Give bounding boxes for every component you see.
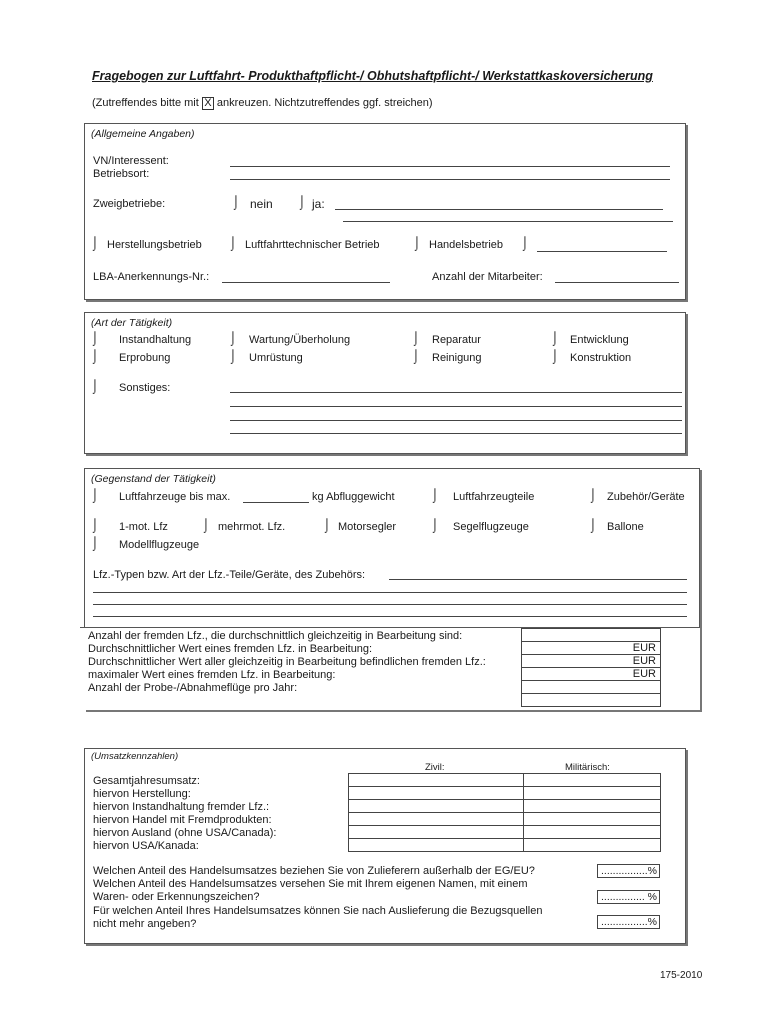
section-title: (Allgemeine Angaben): [91, 128, 195, 140]
checkbox-handel[interactable]: ⌡: [413, 235, 421, 250]
pct-field-2[interactable]: ............... %: [597, 890, 660, 904]
werte-row-1: Anzahl der fremden Lfz., die durchschnittlich gleichzeitig in Bearbeitung sind:: [88, 630, 463, 642]
checkbox-zubehoer[interactable]: ⌡: [589, 487, 597, 502]
question-1: Welchen Anteil des Handelsumsatzes beziehen Sie von Zulieferern außerhalb der EG/EU?: [93, 865, 535, 877]
militaer-cell-2[interactable]: [523, 786, 661, 800]
page-title: Fragebogen zur Luftfahrt- Produkthaftpflicht-/ Obhutshaftpflicht-/ Werkstattkaskoversicherung: [92, 69, 653, 83]
sonstiges-line-2[interactable]: [230, 406, 682, 407]
ja-input-line-2[interactable]: [343, 221, 673, 222]
checkbox-motorsegler[interactable]: ⌡: [323, 517, 331, 532]
ballone-label: Ballone: [607, 521, 644, 533]
checkbox-luftfahrttechnisch[interactable]: ⌡: [229, 235, 237, 250]
umsatz-row-1: Gesamtjahresumsatz:: [93, 775, 200, 787]
zivil-cell-3[interactable]: [348, 799, 524, 813]
option-konstruktion: Konstruktion: [570, 352, 632, 364]
betriebsort-label: Betriebsort:: [93, 168, 150, 180]
werte-cell-5[interactable]: [521, 680, 661, 694]
militaerisch-header: Militärisch:: [565, 762, 610, 773]
sonstiges-line-3[interactable]: [230, 420, 682, 421]
umsatz-row-4: hiervon Handel mit Fremdprodukten:: [93, 814, 272, 826]
option-umruestung: Umrüstung: [249, 352, 303, 364]
abfluggewicht-input-line[interactable]: [243, 502, 309, 503]
umsatz-row-5: hiervon Ausland (ohne USA/Canada):: [93, 827, 277, 839]
sonstiges-label: Sonstiges:: [119, 382, 171, 394]
luftfahrttechnisch-label: Luftfahrttechnischer Betrieb: [245, 239, 380, 251]
checkbox-segelflugzeuge[interactable]: ⌡: [431, 517, 439, 532]
checkbox-herstellung[interactable]: ⌡: [91, 235, 99, 250]
checkbox-sonstiges[interactable]: ⌡: [91, 378, 99, 393]
zivil-header: Zivil:: [425, 762, 445, 773]
pct-field-1[interactable]: ................%: [597, 864, 660, 878]
ja-input-line[interactable]: [335, 209, 663, 210]
question-2b: Waren- oder Erkennungszeichen?: [93, 891, 260, 903]
werte-cell-1[interactable]: [521, 628, 661, 642]
umsatz-row-3: hiervon Instandhaltung fremder Lfz.:: [93, 801, 270, 813]
checkbox-ja[interactable]: ⌡: [298, 194, 306, 209]
checkbox-umruestung[interactable]: ⌡: [229, 348, 237, 363]
militaer-cell-6[interactable]: [523, 838, 661, 852]
mitarbeiter-input-line[interactable]: [555, 282, 679, 283]
werte-row-3: Durchschnittlicher Wert aller gleichzeitig in Bearbeitung befindlichen fremden Lfz.:: [88, 656, 486, 668]
checkbox-ballone[interactable]: ⌡: [589, 517, 597, 532]
nein-label: nein: [250, 197, 273, 211]
eur-unit: EUR: [632, 642, 656, 654]
typen-line-2[interactable]: [93, 592, 687, 593]
sonstiges-line-1[interactable]: [230, 392, 682, 393]
militaer-cell-4[interactable]: [523, 812, 661, 826]
eur-unit: EUR: [632, 655, 656, 667]
typen-label: Lfz.-Typen bzw. Art der Lfz.-Teile/Geräte, des Zubehörs:: [93, 569, 366, 581]
section-title: (Umsatzkennzahlen): [91, 751, 179, 762]
luftfahrzeuge-prefix: Luftfahrzeuge bis max.: [119, 491, 231, 503]
werte-cell-6[interactable]: [521, 693, 661, 707]
werte-row-5: Anzahl der Probe-/Abnahmeflüge pro Jahr:: [88, 682, 298, 694]
vn-label: VN/Interessent:: [93, 155, 169, 167]
option-entwicklung: Entwicklung: [570, 334, 629, 346]
typen-line-4[interactable]: [93, 616, 687, 617]
zivil-cell-5[interactable]: [348, 825, 524, 839]
modell-label: Modellflugzeuge: [119, 539, 200, 551]
other-input-line[interactable]: [537, 251, 667, 252]
luftfahrzeugteile-label: Luftfahrzeugteile: [453, 491, 535, 503]
question-3a: Für welchen Anteil Ihres Handelsumsatzes können Sie nach Auslieferung die Bezugsquellen: [93, 905, 543, 917]
militaer-cell-3[interactable]: [523, 799, 661, 813]
sonstiges-line-4[interactable]: [230, 433, 682, 434]
option-wartung: Wartung/Überholung: [249, 334, 351, 346]
option-reinigung: Reinigung: [432, 352, 482, 364]
checkbox-entwicklung[interactable]: ⌡: [551, 330, 559, 345]
checkbox-reinigung[interactable]: ⌡: [412, 348, 420, 363]
instruction-line: [92, 97, 433, 110]
checkbox-1mot[interactable]: ⌡: [91, 517, 99, 532]
checkbox-nein[interactable]: ⌡: [232, 194, 240, 209]
ja-label: ja:: [312, 197, 325, 211]
option-reparatur: Reparatur: [432, 334, 481, 346]
checkbox-konstruktion[interactable]: ⌡: [551, 348, 559, 363]
zivil-cell-4[interactable]: [348, 812, 524, 826]
werte-cell-3[interactable]: [521, 654, 661, 668]
option-instandhaltung: Instandhaltung: [119, 334, 192, 346]
section-taetigkeit: [84, 312, 686, 454]
zivil-cell-2[interactable]: [348, 786, 524, 800]
checkbox-instandhaltung[interactable]: ⌡: [91, 330, 99, 345]
mehrmot-label: mehrmot. Lfz.: [218, 521, 286, 533]
form-code: 175-2010: [660, 970, 703, 981]
umsatz-row-6: hiervon USA/Kanada:: [93, 840, 199, 852]
checkbox-modell[interactable]: ⌡: [91, 535, 99, 550]
umsatz-row-2: hiervon Herstellung:: [93, 788, 191, 800]
mitarbeiter-label: Anzahl der Mitarbeiter:: [432, 271, 543, 283]
question-3b: nicht mehr angeben?: [93, 918, 197, 930]
checkbox-luftfahrzeuge[interactable]: ⌡: [91, 487, 99, 502]
x-mark-box: X: [202, 97, 214, 110]
lba-label: LBA-Anerkennungs-Nr.:: [93, 271, 210, 283]
handel-label: Handelsbetrieb: [429, 239, 503, 251]
motorsegler-label: Motorsegler: [338, 521, 397, 533]
checkbox-other[interactable]: ⌡: [521, 235, 529, 250]
werte-row-4: maximaler Wert eines fremden Lfz. in Bearbeitung:: [88, 669, 336, 681]
militaer-cell-1[interactable]: [523, 773, 661, 787]
lba-input-line[interactable]: [222, 282, 390, 283]
option-erprobung: Erprobung: [119, 352, 171, 364]
zubehoer-label: Zubehör/Geräte: [607, 491, 685, 503]
zweig-label: Zweigbetriebe:: [93, 198, 166, 210]
instruction-before: (Zutreffendes bitte mit: [92, 97, 199, 109]
segelflugzeuge-label: Segelflugzeuge: [453, 521, 529, 533]
eur-unit: EUR: [632, 668, 656, 680]
militaer-cell-5[interactable]: [523, 825, 661, 839]
section-title: (Gegenstand der Tätigkeit): [91, 473, 216, 485]
werte-cell-4[interactable]: [521, 667, 661, 681]
luftfahrzeuge-suffix: kg Abfluggewicht: [312, 491, 395, 503]
checkbox-reparatur[interactable]: ⌡: [412, 330, 420, 345]
werte-area: [80, 627, 700, 710]
typen-input-line[interactable]: [389, 579, 687, 580]
checkbox-wartung[interactable]: ⌡: [229, 330, 237, 345]
section-title: (Art der Tätigkeit): [91, 317, 173, 329]
section-allgemein: [84, 123, 686, 300]
checkbox-mehrmot[interactable]: ⌡: [202, 517, 210, 532]
pct-field-3[interactable]: ................%: [597, 915, 660, 929]
zivil-cell-1[interactable]: [348, 773, 524, 787]
checkbox-luftfahrzeugteile[interactable]: ⌡: [431, 487, 439, 502]
mot1-label: 1-mot. Lfz: [119, 521, 168, 533]
section-umsatz: [84, 748, 686, 944]
werte-row-2: Durchschnittlicher Wert eines fremden Lfz. in Bearbeitung:: [88, 643, 373, 655]
betriebsort-input-line[interactable]: [230, 179, 670, 180]
werte-cell-2[interactable]: [521, 641, 661, 655]
zivil-cell-6[interactable]: [348, 838, 524, 852]
vn-input-line[interactable]: [230, 166, 670, 167]
typen-line-3[interactable]: [93, 604, 687, 605]
herstellung-label: Herstellungsbetrieb: [107, 239, 202, 251]
checkbox-erprobung[interactable]: ⌡: [91, 348, 99, 363]
question-2a: Welchen Anteil des Handelsumsatzes versehen Sie mit Ihrem eigenen Namen, mit einem: [93, 878, 528, 890]
instruction-after: ankreuzen. Nichtzutreffendes ggf. streichen): [216, 97, 433, 109]
